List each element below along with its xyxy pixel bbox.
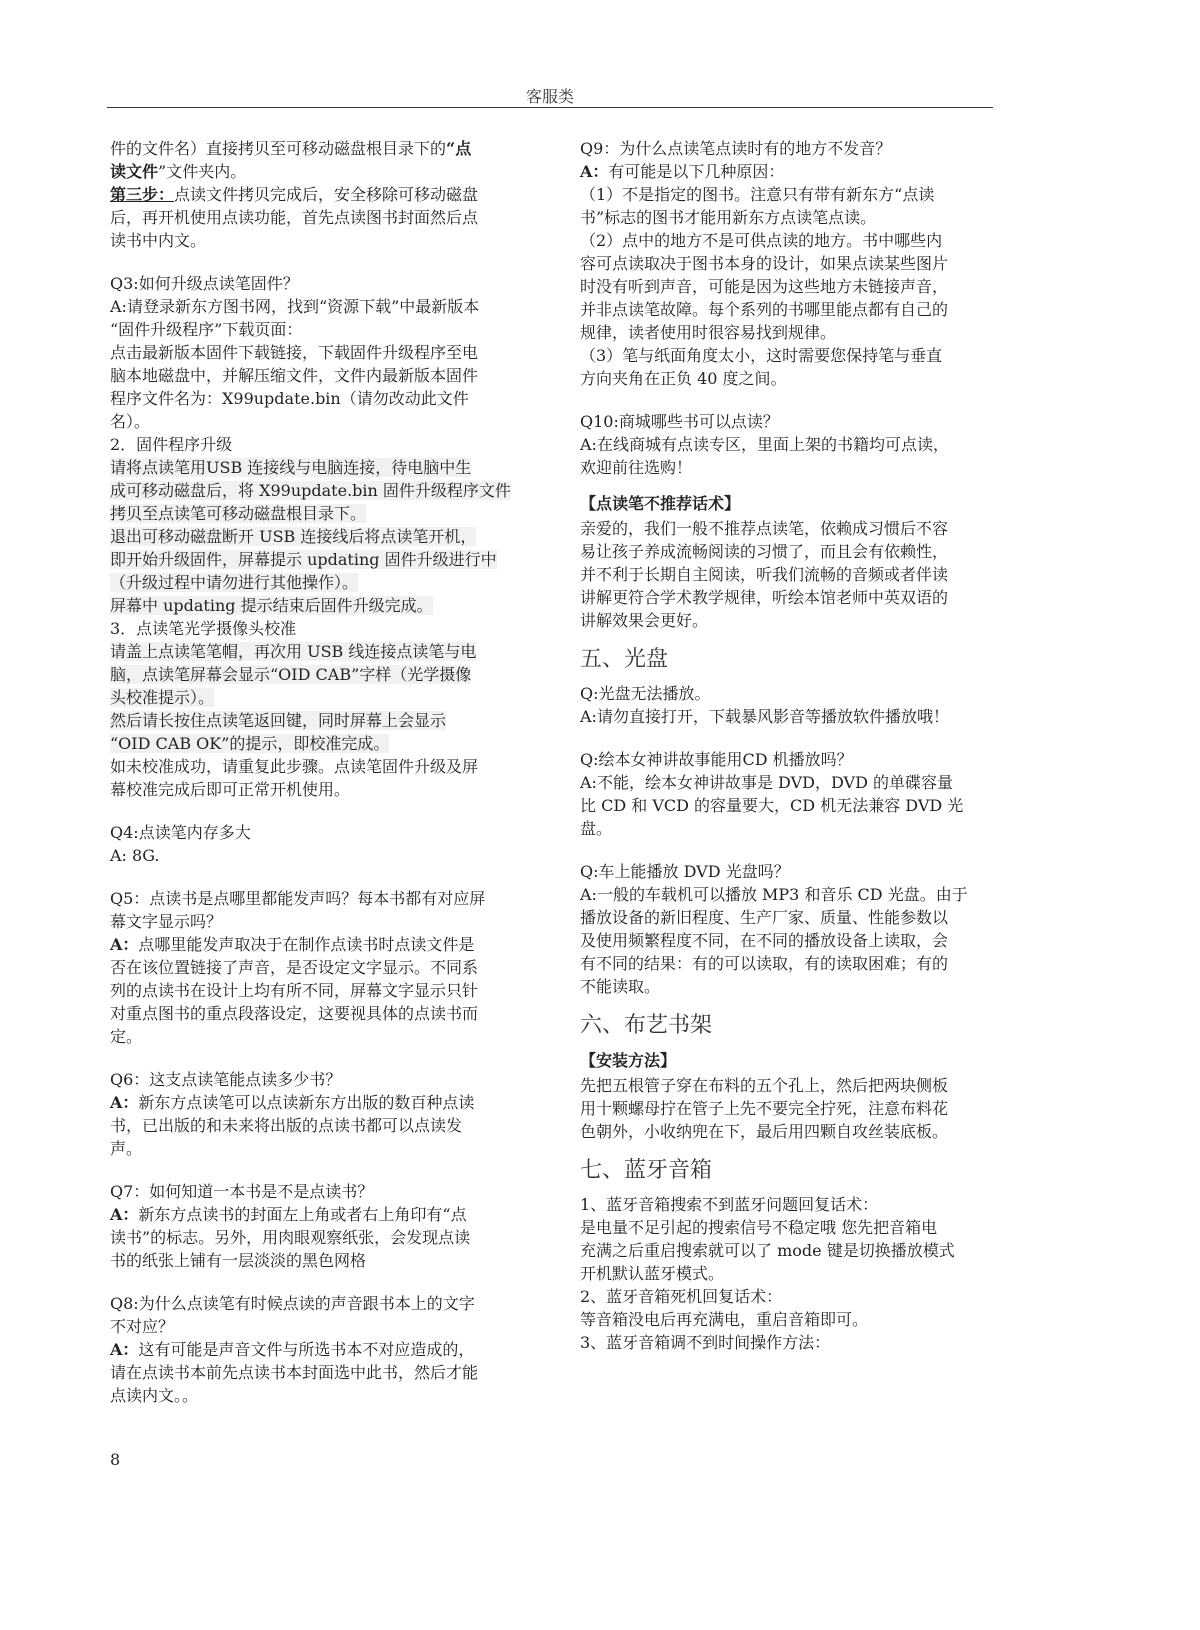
text-line [110, 933, 540, 956]
line-text: 比 CD 和 VCD 的容量要大，CD 机无法兼容 DVD 光 [580, 796, 964, 815]
text-line [580, 586, 1010, 609]
line-text: A:请登录新东方图书网，找到“资源下载”中最新版本 [110, 297, 480, 316]
text-line [110, 1002, 540, 1025]
section-heading: 七、蓝牙音箱 [580, 1158, 713, 1183]
paragraph [580, 860, 1010, 998]
paragraph [110, 456, 540, 617]
text-line [580, 137, 1010, 160]
text-line [110, 183, 540, 206]
text-line [110, 640, 540, 663]
text-line [580, 1239, 1010, 1262]
line-text: 然后请长按住点读笔返回键，同时屏幕上会显示 [110, 711, 447, 730]
text-line [580, 682, 1010, 705]
text-line [580, 929, 1010, 952]
line-text: 对重点图书的重点段落设定，这要视具体的点读书而 [110, 1004, 479, 1023]
line-text: 并非点读笔故障。每个系列的书哪里能点都有自己的 [580, 300, 949, 319]
line-text: 色朝外，小收纳兜在下，最后用四颗自攻丝装底板。 [580, 1122, 949, 1141]
text-line [580, 517, 1010, 540]
text-line [110, 1226, 540, 1249]
text-line [110, 1384, 540, 1407]
line-text: “OID CAB OK”的提示，即校准完成。 [110, 734, 390, 753]
text-line [110, 755, 540, 778]
text-line [110, 617, 540, 640]
text-line [110, 732, 540, 755]
text-line [580, 456, 1010, 479]
text-line [580, 298, 1010, 321]
paragraph-spacer [580, 728, 1010, 748]
text-line [580, 1097, 1010, 1120]
line-text: （3）笔与纸面角度太小，这时需要您保持笔与垂直 [580, 346, 943, 365]
text-line [110, 1180, 540, 1203]
line-text: 讲解更符合学术教学规律，听绘本馆老师中英双语的 [580, 588, 949, 607]
line-text: 易让孩子养成流畅阅读的习惯了，而且会有依赖性， [580, 542, 949, 561]
line-text: 并不利于长期自主阅读，听我们流畅的音频或者伴读 [580, 565, 949, 584]
paragraph [110, 640, 540, 755]
paragraph [110, 755, 540, 801]
paragraph-spacer [110, 867, 540, 887]
paragraph [110, 1292, 540, 1407]
line-text: 请将点读笔用USB 连接线与电脑连接，待电脑中生 [110, 458, 472, 477]
line-text: 退出可移动磁盘断开 USB 连接线后将点读笔开机， [110, 527, 477, 546]
emphasized-text: 读文件 [110, 162, 159, 181]
paragraph-spacer [580, 840, 1010, 860]
text-line [110, 206, 540, 229]
text-line [110, 387, 540, 410]
text-line [110, 1068, 540, 1091]
text-line [580, 906, 1010, 929]
line-text: Q4:点读笔内存多大 [110, 823, 251, 842]
line-text: 请在点读书本前先点读书本封面选中此书，然后才能 [110, 1363, 479, 1382]
line-text: （1）不是指定的图书。注意只有带有新东方“点读 [580, 185, 935, 204]
text-line [580, 1331, 1010, 1354]
line-text: 等音箱没电后再充满电，重启音箱即可。 [580, 1310, 869, 1329]
line-text: 点读内文。。 [110, 1386, 199, 1405]
paragraph [580, 748, 1010, 840]
line-text: Q8:为什么点读笔有时候点读的声音跟书本上的文字 [110, 1294, 475, 1313]
text-line [110, 686, 540, 709]
text-line [110, 844, 540, 867]
text-line [110, 229, 540, 252]
text-line [110, 456, 540, 479]
text-line [580, 206, 1010, 229]
line-text: 屏幕中 updating 提示结束后固件升级完成。 [110, 596, 433, 615]
text-line [110, 956, 540, 979]
text-line [580, 1216, 1010, 1239]
paragraph [580, 1193, 1010, 1354]
line-text: 播放设备的新旧程度、生产厂家、质量、性能参数以 [580, 908, 949, 927]
line-text: A:一般的车载机可以播放 MP3 和音乐 CD 光盘。由于 [580, 885, 968, 904]
paragraph-spacer [580, 390, 1010, 410]
line-text: （升级过程中请勿进行其他操作）。 [110, 573, 359, 592]
line-text: 不能读取。 [580, 977, 661, 996]
line-text: 点读文件拷贝完成后，安全移除可移动磁盘 [174, 185, 479, 204]
line-text: 即开始升级固件，屏幕提示 updating 固件升级进行中 [110, 550, 497, 569]
text-line [110, 410, 540, 433]
text-line [580, 410, 1010, 433]
line-text: 有可能是以下几种原因： [608, 162, 785, 181]
text-line [580, 433, 1010, 456]
text-line [110, 887, 540, 910]
text-line [110, 1091, 540, 1114]
text-line [110, 1249, 540, 1272]
line-text: 如未校准成功，请重复此步骤。点读笔固件升级及屏 [110, 757, 479, 776]
line-text: Q:车上能播放 DVD 光盘吗？ [580, 862, 790, 881]
line-text: 新东方点读笔可以点读新东方出版的数百种点读 [138, 1093, 475, 1112]
line-text: 充满之后重启搜索就可以了 mode 键是切换播放模式 [580, 1241, 955, 1260]
paragraph [580, 1074, 1010, 1143]
header-rule [107, 107, 993, 108]
subsection-heading: 【安装方法】 [580, 1051, 677, 1070]
text-line [110, 318, 540, 341]
text-line [110, 295, 540, 318]
line-text: 3．点读笔光学摄像头校准 [110, 619, 297, 638]
paragraph-spacer [110, 1160, 540, 1180]
text-line [110, 525, 540, 548]
paragraph-spacer [110, 1272, 540, 1292]
line-text: 书，已出版的和未来将出版的点读书都可以点读发 [110, 1116, 463, 1135]
line-text: 欢迎前往选购！ [580, 458, 693, 477]
paragraph [110, 137, 540, 252]
line-text: 名）。 [110, 412, 151, 431]
line-text: ”文件夹内。 [158, 162, 247, 181]
text-line [580, 1285, 1010, 1308]
text-line [580, 609, 1010, 632]
text-line [580, 275, 1010, 298]
paragraph [110, 272, 540, 456]
text-line [580, 367, 1010, 390]
text-line [110, 1025, 540, 1048]
line-text: Q:绘本女神讲故事能用CD 机播放吗？ [580, 750, 853, 769]
line-text: 程序文件名为：X99update.bin（请勿改动此文件 [110, 389, 469, 408]
text-line [110, 979, 540, 1002]
line-text: 拷贝至点读笔可移动磁盘根目录下。 [110, 504, 367, 523]
line-text: 点哪里能发声取决于在制作点读书时点读文件是 [138, 935, 475, 954]
line-text: 盘。 [580, 819, 613, 838]
section-heading: 五、光盘 [580, 647, 669, 672]
line-text: Q:光盘无法播放。 [580, 684, 711, 703]
text-line [110, 160, 540, 183]
text-line [580, 1262, 1010, 1285]
line-text: 开机默认蓝牙模式。 [580, 1264, 725, 1283]
line-text: Q10:商城哪些书可以点读？ [580, 412, 779, 431]
line-text: 亲爱的，我们一般不推荐点读笔，依赖成习惯后不容 [580, 519, 949, 538]
line-text: Q6：这支点读笔能点读多少书？ [110, 1070, 342, 1089]
text-line [110, 1137, 540, 1160]
line-text: Q5：点读书是点哪里都能发声吗？每本书都有对应屏 [110, 889, 486, 908]
text-line [580, 160, 1010, 183]
line-text: “固件升级程序”下载页面： [110, 320, 303, 339]
text-line [110, 571, 540, 594]
text-line [580, 794, 1010, 817]
emphasized-text: A： [110, 1205, 139, 1224]
text-line [580, 321, 1010, 344]
line-text: A:不能，绘本女神讲故事是 DVD，DVD 的单碟容量 [580, 773, 953, 792]
line-text: 读书”的标志。另外，用肉眼观察纸张，会发现点读 [110, 1228, 471, 1247]
line-text: 书”标志的图书才能用新东方点读笔点读。 [580, 208, 877, 227]
paragraph-spacer [110, 1048, 540, 1068]
line-text: Q9：为什么点读笔点读时有的地方不发音？ [580, 139, 892, 158]
text-line [110, 364, 540, 387]
line-text: 列的点读书在设计上均有所不同，屏幕文字显示只针 [110, 981, 479, 1000]
emphasized-text: 第三步： [110, 185, 175, 204]
line-text: （2）点中的地方不是可供点读的地方。书中哪些内 [580, 231, 943, 250]
line-text: 头校准提示）。 [110, 688, 215, 707]
text-line [110, 910, 540, 933]
text-line [110, 1203, 540, 1226]
line-text: 先把五根管子穿在布料的五个孔上，然后把两块侧板 [580, 1076, 949, 1095]
line-text: 幕校准完成后即可正常开机使用。 [110, 780, 351, 799]
line-text: 2、蓝牙音箱死机回复话术： [580, 1287, 783, 1306]
text-line [110, 433, 540, 456]
emphasized-text: A： [110, 935, 139, 954]
text-line [110, 502, 540, 525]
paragraph [110, 1180, 540, 1272]
text-line [110, 821, 540, 844]
line-text: 读书中内文。 [110, 231, 207, 250]
right-column [580, 137, 1010, 1354]
line-text: 方向夹角在正负 40 度之间。 [580, 369, 787, 388]
line-text: A:在线商城有点读专区，里面上架的书籍均可点读， [580, 435, 949, 454]
text-line [580, 952, 1010, 975]
page-header-title: 客服类 [525, 87, 574, 106]
line-text: 件的文件名）直接拷贝至可移动磁盘根目录下的 [110, 139, 447, 158]
paragraph [110, 1068, 540, 1160]
line-text: 成可移动磁盘后，将 X99update.bin 固件升级程序文件 [110, 481, 511, 500]
line-text: 容可点读取决于图书本身的设计，如果点读某些图片 [580, 254, 949, 273]
paragraph [110, 821, 540, 867]
line-text: 3、蓝牙音箱调不到时间操作方法： [580, 1333, 831, 1352]
text-line [110, 594, 540, 617]
text-line [110, 548, 540, 571]
text-line [580, 229, 1010, 252]
line-text: 不对应？ [110, 1317, 175, 1336]
text-line [580, 705, 1010, 728]
line-text: 定。 [110, 1027, 143, 1046]
page-number: 8 [110, 1450, 121, 1469]
text-line [110, 1315, 540, 1338]
line-text: 脑，点读笔屏幕会显示“OID CAB”字样（光学摄像 [110, 665, 472, 684]
text-line [110, 137, 540, 160]
line-text: Q3:如何升级点读笔固件？ [110, 274, 299, 293]
text-line [580, 252, 1010, 275]
text-line [580, 817, 1010, 840]
paragraph [580, 517, 1010, 632]
emphasized-text: A： [110, 1340, 139, 1359]
line-text: A: 8G. [110, 846, 160, 865]
line-text: 声。 [110, 1139, 143, 1158]
text-line [580, 344, 1010, 367]
text-line [580, 883, 1010, 906]
line-text: 时没有听到声音，可能是因为这些地方未链接声音， [580, 277, 949, 296]
line-text: 这有可能是声音文件与所选书本不对应造成的， [138, 1340, 475, 1359]
paragraph [110, 617, 540, 640]
section-heading: 六、布艺书架 [580, 1013, 713, 1038]
text-line [580, 563, 1010, 586]
text-line [580, 1120, 1010, 1143]
line-text: 是电量不足引起的搜索信号不稳定哦 您先把音箱电 [580, 1218, 938, 1237]
text-line [110, 479, 540, 502]
line-text: 1、蓝牙音箱搜索不到蓝牙问题回复话术： [580, 1195, 879, 1214]
line-text: 请盖上点读笔笔帽，再次用 USB 线连接点读笔与电 [110, 642, 477, 661]
line-text: 有不同的结果：有的可以读取，有的读取困难；有的 [580, 954, 949, 973]
line-text: 讲解效果会更好。 [580, 611, 709, 630]
text-line [580, 771, 1010, 794]
left-column [110, 137, 540, 1407]
text-line [580, 975, 1010, 998]
emphasized-text: A： [110, 1093, 139, 1112]
line-text: 点击最新版本固件下载链接，下载固件升级程序至电 [110, 343, 479, 362]
emphasized-text: A： [580, 162, 609, 181]
line-text: 规律，读者使用时很容易找到规律。 [580, 323, 837, 342]
paragraph-spacer [580, 479, 1010, 491]
paragraph [580, 137, 1010, 390]
text-line [110, 1338, 540, 1361]
line-text: 用十颗螺母拧在管子上先不要完全拧死，注意布料花 [580, 1099, 949, 1118]
text-line [110, 778, 540, 801]
text-line [110, 1292, 540, 1315]
paragraph [580, 682, 1010, 728]
emphasized-text: “点 [446, 139, 472, 158]
line-text: 后，再开机使用点读功能，首先点读图书封面然后点 [110, 208, 479, 227]
line-text: Q7：如何知道一本书是不是点读书？ [110, 1182, 374, 1201]
paragraph [110, 887, 540, 1048]
text-line [110, 1114, 540, 1137]
line-text: 新东方点读书的封面左上角或者右上角印有“点 [138, 1205, 467, 1224]
text-line [110, 272, 540, 295]
line-text: 书的纸张上铺有一层淡淡的黑色网格 [110, 1251, 367, 1270]
text-line [110, 709, 540, 732]
line-text: 幕文字显示吗？ [110, 912, 223, 931]
text-line [110, 341, 540, 364]
paragraph [580, 410, 1010, 479]
text-line [580, 1193, 1010, 1216]
paragraph-spacer [110, 801, 540, 821]
paragraph-spacer [110, 252, 540, 272]
text-line [580, 748, 1010, 771]
subsection-heading: 【点读笔不推荐话术】 [580, 494, 741, 513]
line-text: 脑本地磁盘中，并解压缩文件，文件内最新版本固件 [110, 366, 479, 385]
text-line [580, 1308, 1010, 1331]
text-line [580, 183, 1010, 206]
line-text: 2．固件程序升级 [110, 435, 233, 454]
line-text: 否在该位置链接了声音，是否设定文字显示。不同系 [110, 958, 479, 977]
text-line [110, 1361, 540, 1384]
text-line [580, 540, 1010, 563]
text-line [580, 860, 1010, 883]
line-text: A:请勿直接打开，下载暴风影音等播放软件播放哦！ [580, 707, 949, 726]
text-line [110, 663, 540, 686]
text-line [580, 1074, 1010, 1097]
line-text: 及使用频繁程度不同，在不同的播放设备上读取，会 [580, 931, 949, 950]
